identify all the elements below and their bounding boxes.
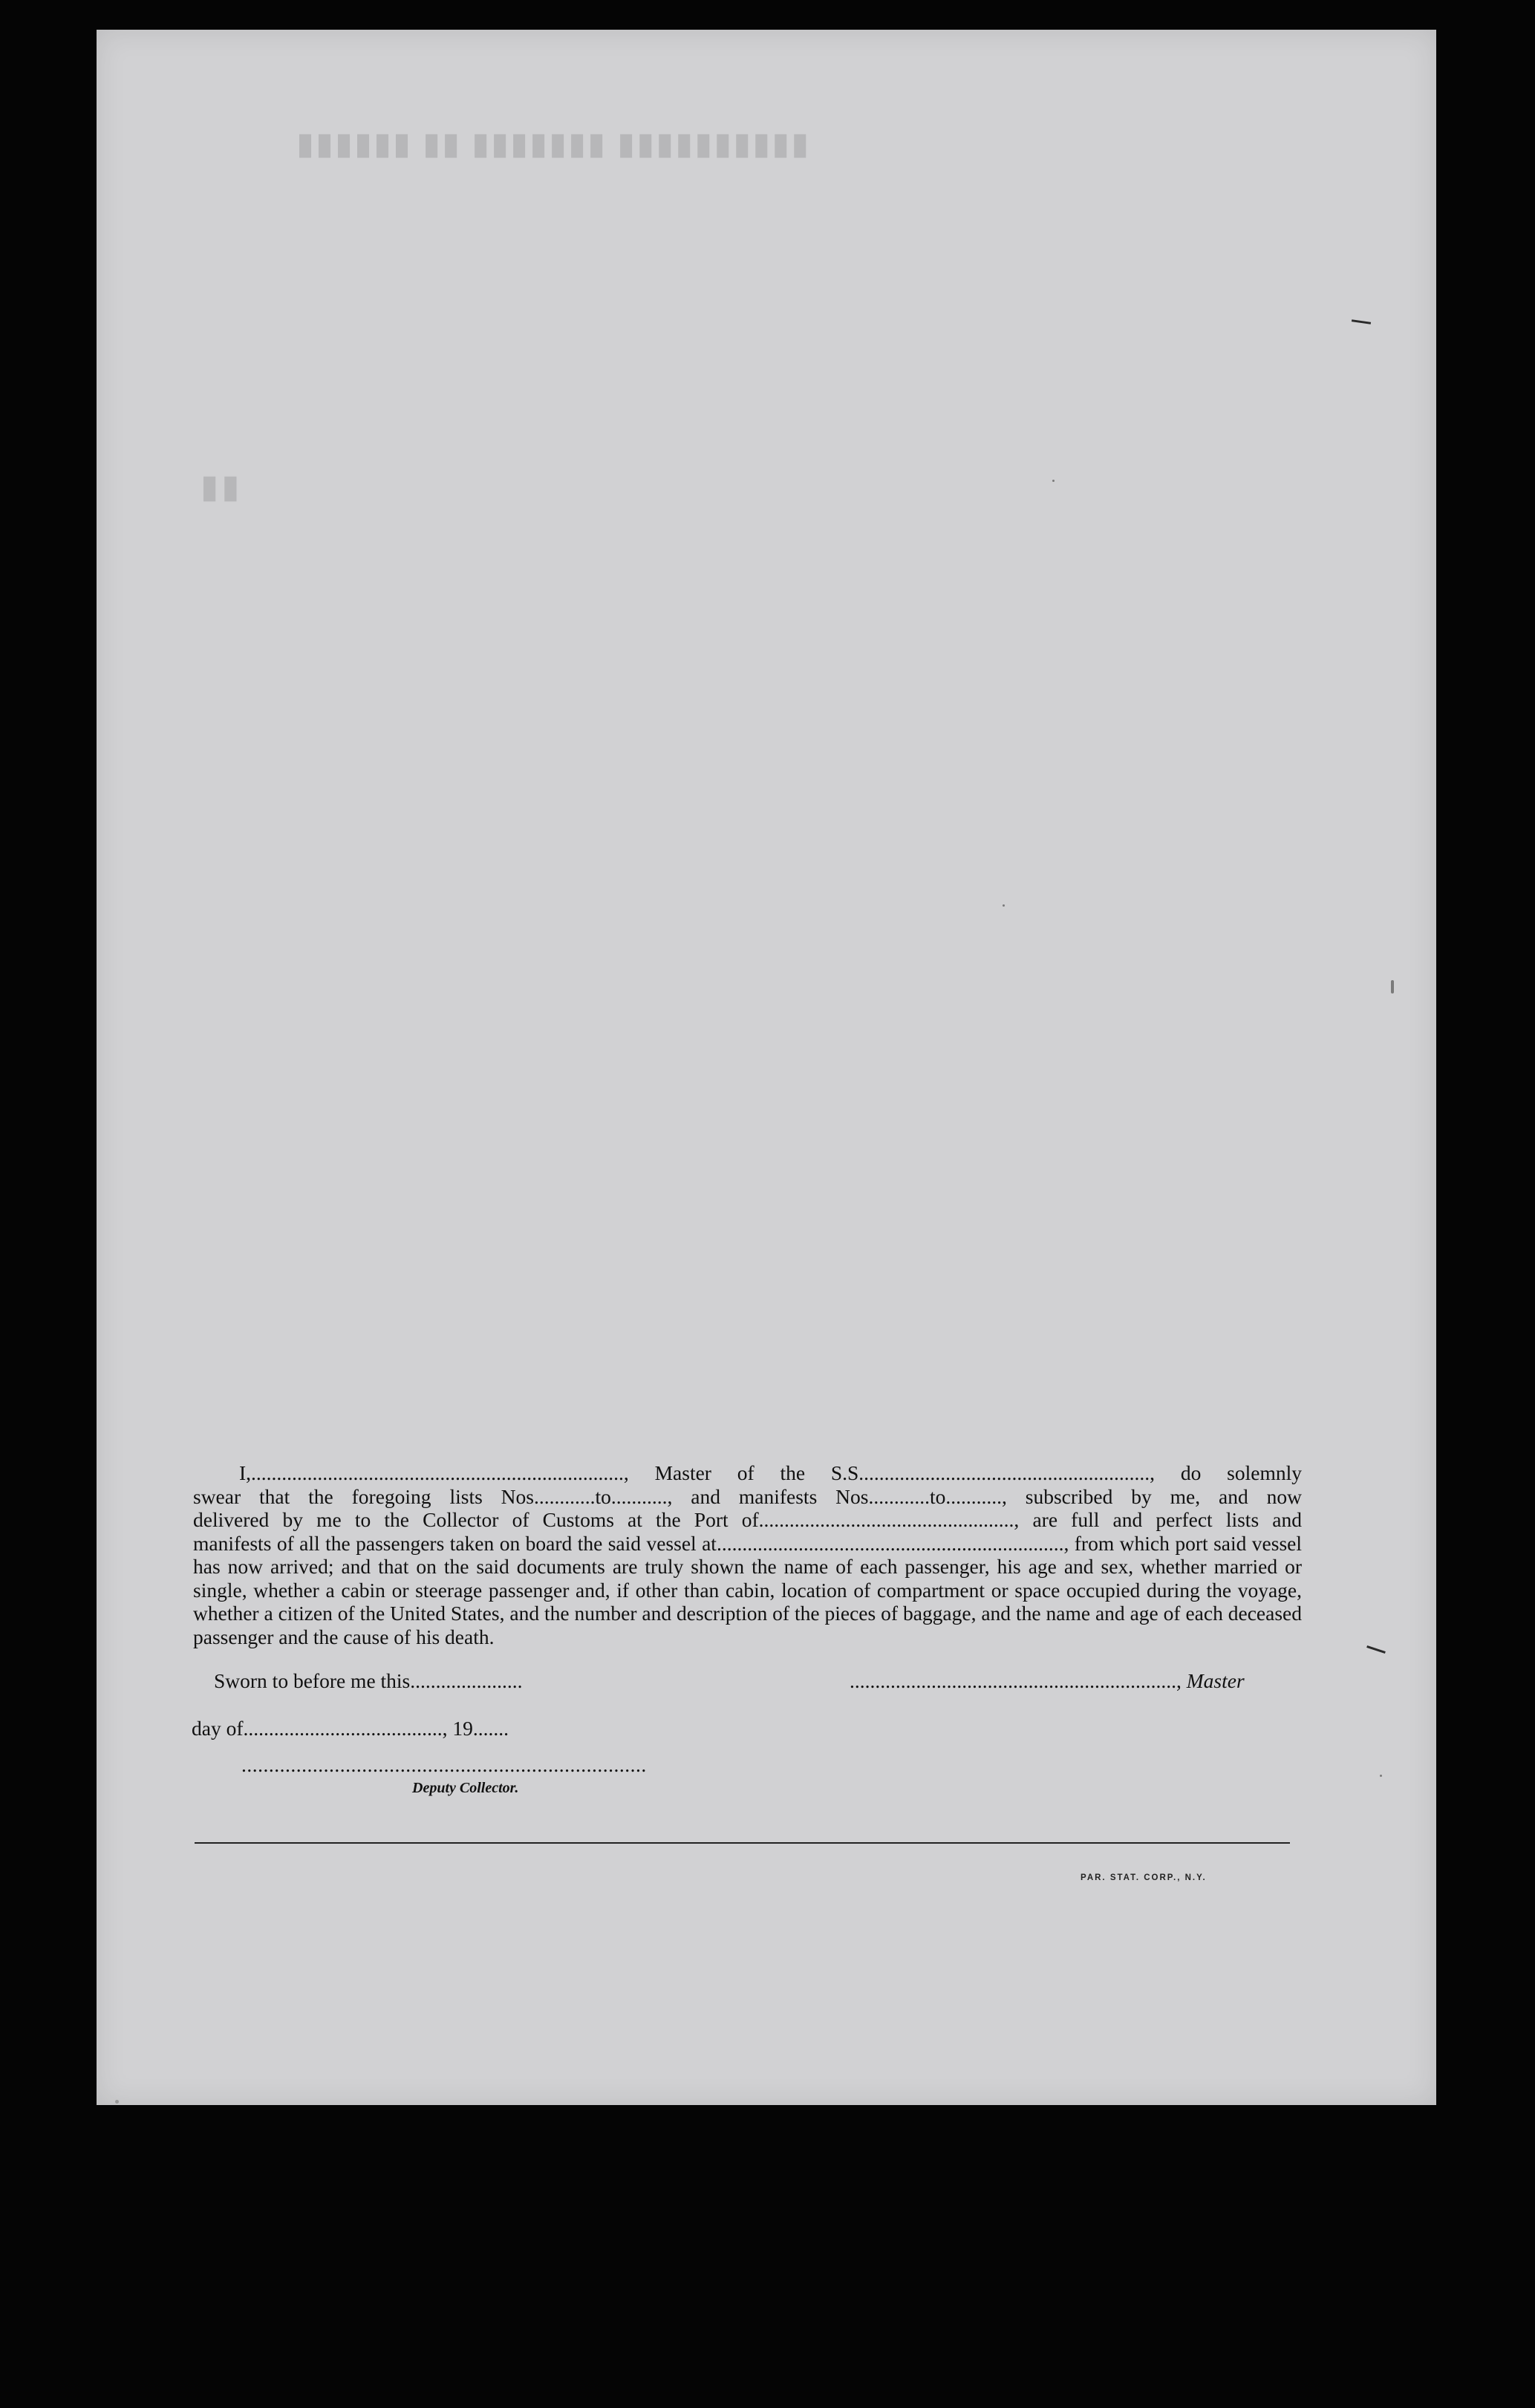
- manifest-page: [97, 30, 1436, 2105]
- master-signature-line: [850, 1669, 1245, 1693]
- oath-line: I,........................................................................., Master of the S.S........................................................., do solemnly: [239, 1461, 1302, 1484]
- deputy-signature-line: ..........................................................................: [241, 1753, 647, 1776]
- oath-paragraph: [193, 1461, 1302, 1648]
- margin-tick-mark: [1352, 319, 1371, 324]
- printer-imprint: PAR. STAT. CORP., N.Y.: [1081, 1873, 1207, 1882]
- oath-line: port said vessel has now arrived; and that on the said documents are truly shown the name of each passenger, his age and: [193, 1531, 1303, 1578]
- paper-speck: [1391, 980, 1394, 993]
- oath-line: swear that the foregoing lists Nos............to..........., and manifests Nos............to..........., subscribed by me, and now: [193, 1484, 1302, 1508]
- deputy-collector-label: Deputy Collector.: [412, 1780, 519, 1796]
- date-line: day of......................................., 19.......: [192, 1717, 509, 1740]
- oath-line: delivered by me to the Collector of Customs at the Port of.................................................., are full and perfect lists and: [193, 1508, 1302, 1531]
- oath-line: of baggage, and the name and age of each deceased passenger and the cause of his death.: [193, 1602, 1302, 1648]
- sworn-line: Sworn to before me this......................: [214, 1669, 523, 1692]
- scan-speck: [115, 2100, 119, 2104]
- bleed-through-heading: ▮▮▮▮▮▮ ▮▮ ▮▮▮▮▮▮▮ ▮▮▮▮▮▮▮▮▮▮: [297, 127, 812, 160]
- paper-speck: [1052, 480, 1055, 482]
- bleed-through-number: ▮▮: [201, 469, 243, 505]
- oath-line: sex, whether married or single, whether a cabin or steerage passenger and, if other than cabin, location of compartment: [193, 1555, 1302, 1602]
- paper-speck: [1380, 1775, 1382, 1777]
- margin-tick-mark: [1366, 1645, 1386, 1654]
- horizontal-rule: [195, 1842, 1290, 1844]
- oath-line: manifests of all the passengers taken on board the said vessel at...................................................................., from which: [193, 1531, 1170, 1555]
- oath-line: or space occupied during the voyage, whether a citizen of the United States, and the number and description of the pieces: [193, 1578, 1303, 1625]
- master-label: Master: [1186, 1669, 1245, 1692]
- master-dots: ................................................................,: [850, 1669, 1182, 1692]
- paper-speck: [1003, 904, 1005, 907]
